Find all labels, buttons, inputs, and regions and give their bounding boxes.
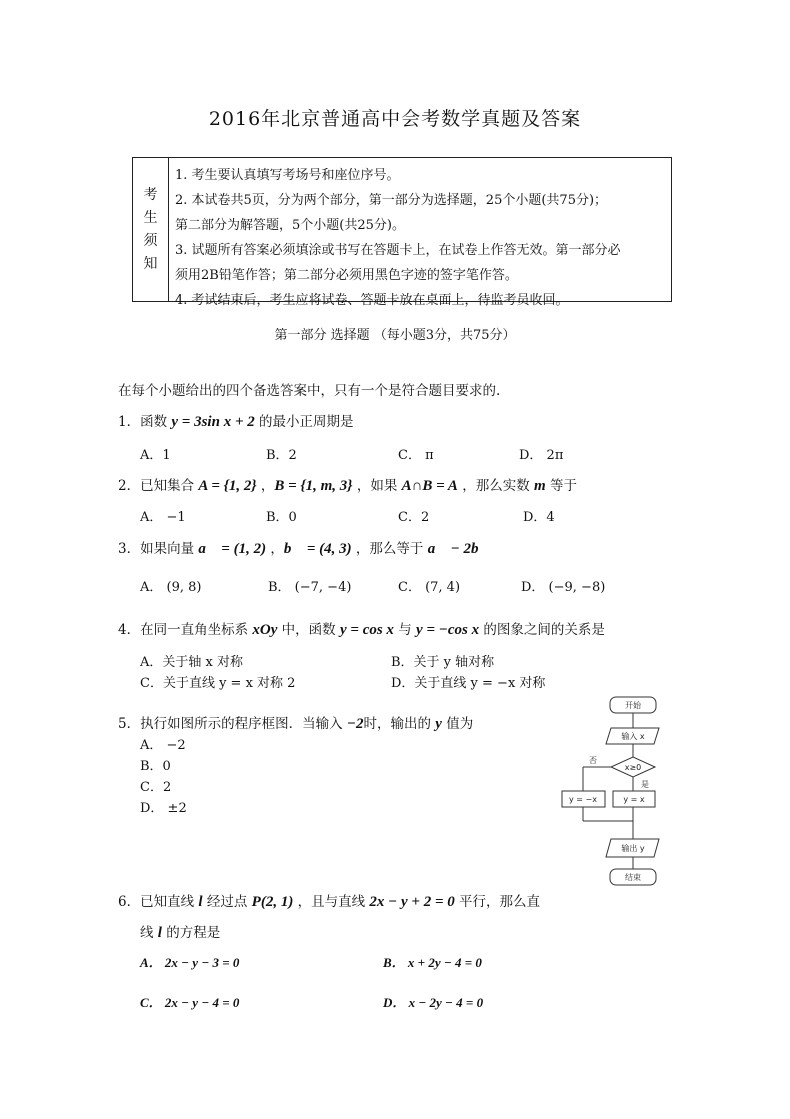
q5-option-d: D． ±2 [140, 801, 187, 816]
q6-text-end: 平行，那么直 [454, 894, 541, 910]
q3-math-b: b⃗ = (4, 3) [283, 541, 352, 557]
notice-item: 2. 本试卷共5页，分为两个部分，第一部分为选择题，25个小题(共75分)； [175, 193, 608, 208]
q1-option-c: C． π [398, 448, 434, 463]
question-2 [118, 474, 577, 495]
flow-input-label: 输入 x [621, 732, 645, 741]
q3-option-c: C． (7, 4) [398, 580, 461, 595]
q2-math-cond: A∩B = A [401, 478, 458, 494]
notice-item: 4. 考试结束后，考生应将试卷、答题卡放在桌面上，待监考员收回。 [175, 293, 569, 308]
question-6-line2 [140, 921, 220, 942]
q3-option-b: B． (−7, −4) [268, 580, 352, 595]
q2-math-b: B = {1, m, 3} [274, 478, 353, 494]
notice-item: 须用2B铅笔作答；第二部分必须用黑色字迹的签字笔作答。 [175, 268, 518, 283]
q3-math-expr: a⃗ − 2b⃗ [427, 541, 491, 557]
q5-math-input: −2 [346, 716, 364, 732]
q2-text: ，那么实数 [457, 478, 535, 494]
q2-text: ， [256, 478, 275, 494]
document-title: 2016年北京普通高中会考数学真题及答案 [208, 108, 582, 130]
flow-output-label: 输出 y [621, 844, 645, 853]
flow-left-label: y = −x [569, 795, 597, 804]
q3-option-a: A． (9, 8) [140, 580, 202, 595]
q4-math-f1: y = cos x [339, 622, 394, 638]
q3-text: 3．如果向量 [118, 541, 199, 557]
notice-box [132, 157, 672, 308]
q5-option-b: B．0 [140, 759, 171, 774]
q3-math-a: a⃗ = (1, 2) [198, 541, 267, 557]
instruction: 在每个小题给出的四个备选答案中，只有一个是符合题目要求的. [118, 383, 501, 399]
flow-condition-label: x≥0 [624, 763, 642, 772]
q5-option-c: C．2 [140, 780, 172, 795]
question-5 [118, 712, 473, 733]
q2-math-m: m [534, 478, 546, 494]
q4-text: 中，函数 [277, 622, 340, 638]
q5-math-y: y [435, 716, 442, 732]
q2-math-a: A = {1, 2} [198, 478, 257, 494]
q4-text: 4．在同一直角坐标系 [118, 622, 253, 638]
program-flowchart [555, 693, 685, 893]
flow-no-label: 否 [589, 756, 597, 765]
notice-header-char: 考 [143, 186, 158, 203]
q1-math: y = 3sin x + 2 [171, 414, 255, 430]
q4-option-c: C．关于直线 y = x 对称 2 [140, 676, 296, 691]
q5-option-a: A． −2 [140, 738, 186, 753]
q6-math-l: l [198, 894, 203, 910]
q1-option-d: D． 2π [519, 448, 564, 463]
q1-option-a: A．1 [140, 448, 171, 463]
q4-option-b: B．关于 y 轴对称 [391, 655, 495, 670]
q4-option-a: A．关于轴 x 对称 [140, 655, 243, 670]
q4-math-f2: y = −cos x [416, 622, 480, 638]
q2-option-d: D．4 [523, 510, 555, 525]
q6-option-a: A． 2x − y − 3 = 0 [140, 955, 240, 970]
q6-option-c: C． 2x − y − 4 = 0 [140, 995, 240, 1010]
notice-item: 1. 考生要认真填写考场号和座位序号。 [175, 168, 400, 183]
q6-text-end: 的方程是 [161, 925, 221, 941]
q6-math-l: l [157, 925, 162, 941]
notice-items [175, 163, 665, 313]
notice-item: 3. 试题所有答案必须填涂或书写在答题卡上，在试卷上作答无效。第一部分必 [175, 243, 621, 258]
q6-math-line: 2x − y + 2 = 0 [369, 894, 455, 910]
section-title: 第一部分 选择题 （每小题3分，共75分） [274, 328, 516, 343]
q4-text: 与 [393, 622, 417, 638]
q5-text: 5．执行如图所示的程序框图．当输入 [118, 716, 347, 732]
q5-text: 时，输出的 [363, 716, 436, 732]
flow-end-label: 结束 [625, 873, 641, 882]
q1-text-end: 的最小正周期是 [254, 414, 354, 430]
q6-text: 经过点 [202, 894, 252, 910]
q2-option-a: A． −1 [140, 510, 186, 525]
question-1 [118, 410, 354, 431]
q4-math-xoy: xOy [252, 622, 278, 638]
q5-text-end: 值为 [441, 716, 474, 732]
q2-option-c: C．2 [398, 510, 430, 525]
q6-text: 6．已知直线 [118, 894, 199, 910]
q6-math-point: P(2, 1) [251, 894, 294, 910]
q2-text: 2．已知集合 [118, 478, 199, 494]
notice-header [133, 158, 169, 301]
q4-option-d: D．关于直线 y = −x 对称 [391, 676, 546, 691]
flow-start-label: 开始 [625, 701, 641, 710]
notice-header-char: 须 [143, 232, 158, 249]
q1-text: 1．函数 [118, 414, 172, 430]
q4-text-end: 的图象之间的关系是 [479, 622, 605, 638]
q6-text: ，且与直线 [293, 894, 370, 910]
q2-text: ，如果 [352, 478, 402, 494]
question-6 [118, 890, 540, 911]
flow-right-label: y = x [623, 795, 645, 804]
q1-option-b: B．2 [266, 448, 297, 463]
question-3 [118, 537, 490, 558]
q6-option-d: D． x − 2y − 4 = 0 [383, 995, 484, 1010]
notice-item: 第二部分为解答题，5个小题(共25分)。 [175, 218, 405, 233]
q3-text: ，那么等于 [351, 541, 428, 557]
q6-option-b: B． x + 2y − 4 = 0 [383, 955, 482, 970]
notice-header-char: 生 [143, 209, 158, 226]
notice-header-char: 知 [143, 255, 158, 272]
q3-option-d: D． (−9, −8) [521, 580, 606, 595]
q2-text-end: 等于 [545, 478, 577, 494]
question-4 [118, 618, 605, 639]
q2-option-b: B．0 [266, 510, 297, 525]
flow-yes-label: 是 [641, 780, 649, 789]
q3-text: ， [266, 541, 284, 557]
q6-text: 线 [140, 925, 158, 941]
